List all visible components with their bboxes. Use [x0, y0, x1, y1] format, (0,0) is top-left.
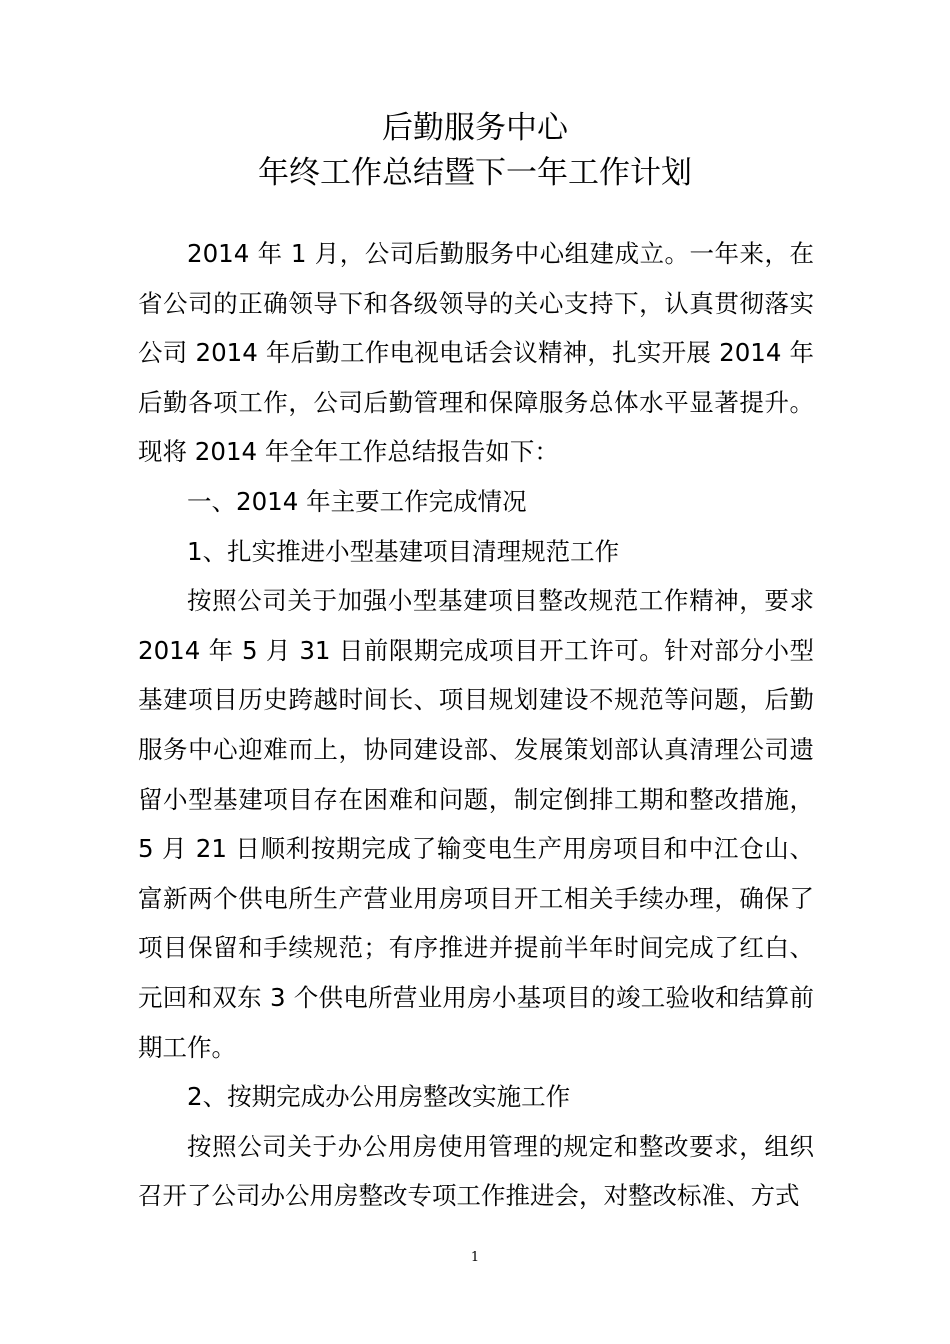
subsection-heading: 2、按期完成办公用房整改实施工作 [187, 1082, 571, 1112]
document-subtitle: 年终工作总结暨下一年工作计划 [258, 155, 692, 191]
document-body [138, 229, 814, 1221]
document-title: 后勤服务中心 [382, 110, 568, 146]
section-heading: 一、2014 年主要工作完成情况 [187, 486, 527, 516]
page-number: 1 [470, 1250, 480, 1265]
subsection-heading: 1、扎实推进小型基建项目清理规范工作 [187, 536, 620, 566]
intro-paragraph: 2014 年 1 月，公司后勤服务中心组建成立。一年来，在省公司的正确领导下和各级领导的关心支持下，认真贯彻落实公司 2014 年后勤工作电视电话会议精神，扎实开展 2014 年后勤各项工作，公司后勤管理和保障服务总体水平显著提升。现将 2014 年全年工作总结报告如下： [138, 239, 814, 467]
body-paragraph: 按照公司关于加强小型基建项目整改规范工作精神，要求 2014 年 5 月 31 日前限期完成项目开工许可。针对部分小型基建项目历史跨越时间长、项目规划建设不规范等问题，后勤服务中心迎难而上，协同建设部、发展策划部认真清理公司遗留小型基建项目存在困难和问题，制定倒排工期和整改措施，5 月 21 日顺利按期完成了输变电生产用房项目和中江仓山、富新两个供电所生产营业用房项目开工相关手续办理，确保了项目保留和手续规范；有序推进并提前半年时间完成了红白、元回和双东 3 个供电所营业用房小基项目的竣工验收和结算前期工作。 [138, 586, 814, 1062]
body-paragraph: 按照公司关于办公用房使用管理的规定和整改要求，组织召开了公司办公用房整改专项工作推进会，对整改标准、方式 [138, 1131, 814, 1211]
